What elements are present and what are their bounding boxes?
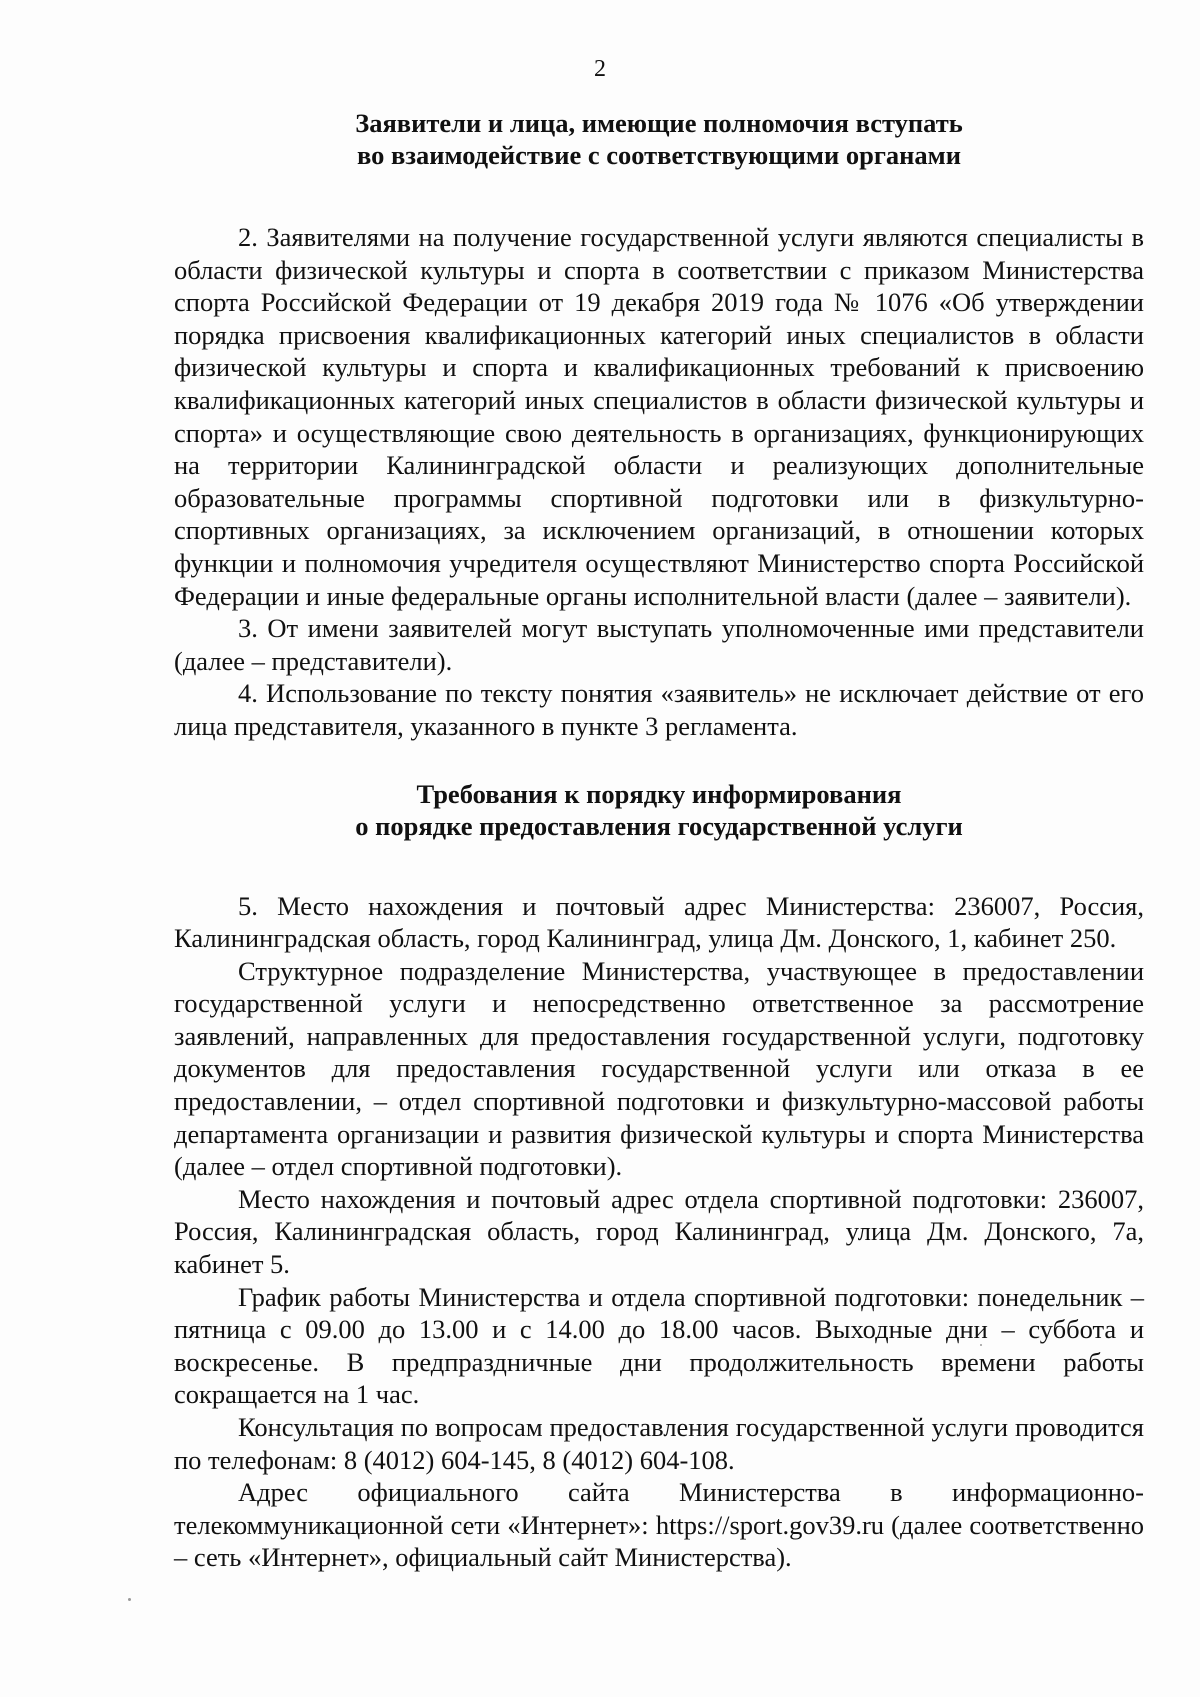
scan-speck — [128, 1598, 131, 1601]
paragraph-5-address: 5. Место нахождения и почтовый адрес Министерства: 236007, Россия, Калининградская область, город Калининград, улица Дм. Донского, 1, кабинет 250. — [174, 890, 1144, 954]
paragraph-3-representatives: 3. От имени заявителей могут выступать уполномоченные ими представители (далее – представители). — [174, 613, 1144, 676]
section-heading-applicants — [174, 107, 1144, 171]
heading-line: Требования к порядку информирования — [416, 778, 902, 809]
scan-speck — [980, 1344, 982, 1346]
paragraph-phone-consultation: Консультация по вопросам предоставления государственной услуги проводится по телефонам: 8 (4012) 604-145, 8 (4012) 604-108. — [174, 1412, 1144, 1475]
paragraph-work-schedule: График работы Министерства и отдела спортивной подготовки: понедельник – пятница с 09.00 до 13.00 и с 14.00 до 18.00 часов. Выходные дни – суббота и воскресенье. В предпраздничные дни продолжительность времени работы сокращается на 1 час. — [174, 1281, 1144, 1410]
document-body — [174, 107, 1144, 1574]
page-number: 2 — [594, 56, 606, 82]
paragraph-official-website: Адрес официального сайта Министерства в информационно-телекоммуникационной сети «Интернет»: https://sport.gov39.ru (далее соответственно – сеть «Интернет», официальный сайт Министерства). — [174, 1477, 1144, 1573]
paragraph-2-applicants: 2. Заявителями на получение государственной услуги являются специалисты в области физической культуры и спорта в соответствии с приказом Министерства спорта Российской Федерации от 19 декабря 2019 года № 1076 «Об утверждении порядка присвоения квалификационных категорий иных специалистов в области физической культуры и спорта и квалификационных требований к присвоению квалификационных категорий иных специалистов в области физической культуры и спорта» и осуществляющие свою деятельность в организациях, функционирующих на территории Калининградской области и реализующих дополнительные образовательные программы спортивной подготовки или в физкультурно-спортивных организациях, за исключением организаций, в отношении которых функции и полномочия учредителя осуществляют Министерство спорта Российской Федерации и иные федеральные органы исполнительной власти (далее – заявители). — [174, 222, 1144, 611]
paragraph-structural-unit: Структурное подразделение Министерства, участвующее в предоставлении государственной услуги и непосредственно ответственное за рассмотрение заявлений, направленных для предоставления государственной услуги, подготовку документов для предоставления государственной услуги или отказа в ее предоставлении, – отдел спортивной подготовки и физкультурно-массовой работы департамента организации и развития физической культуры и спорта Министерства (далее – отдел спортивной подготовки). — [174, 955, 1144, 1182]
heading-line: о порядке предоставления государственной услуги — [355, 810, 963, 841]
heading-line: во взаимодействие с соответствующими органами — [357, 140, 961, 170]
paragraph-4-applicant-term: 4. Использование по тексту понятия «заявитель» не исключает действие от его лица представителя, указанного в пункте 3 регламента. — [174, 678, 1144, 741]
paragraph-department-address: Место нахождения и почтовый адрес отдела спортивной подготовки: 236007, Россия, Калининградская область, город Калининград, улица Дм. Донского, 7а, кабинет 5. — [174, 1183, 1144, 1280]
heading-line: Заявители и лица, имеющие полномочия вступать — [355, 108, 963, 138]
section-heading-informing — [174, 778, 1144, 842]
